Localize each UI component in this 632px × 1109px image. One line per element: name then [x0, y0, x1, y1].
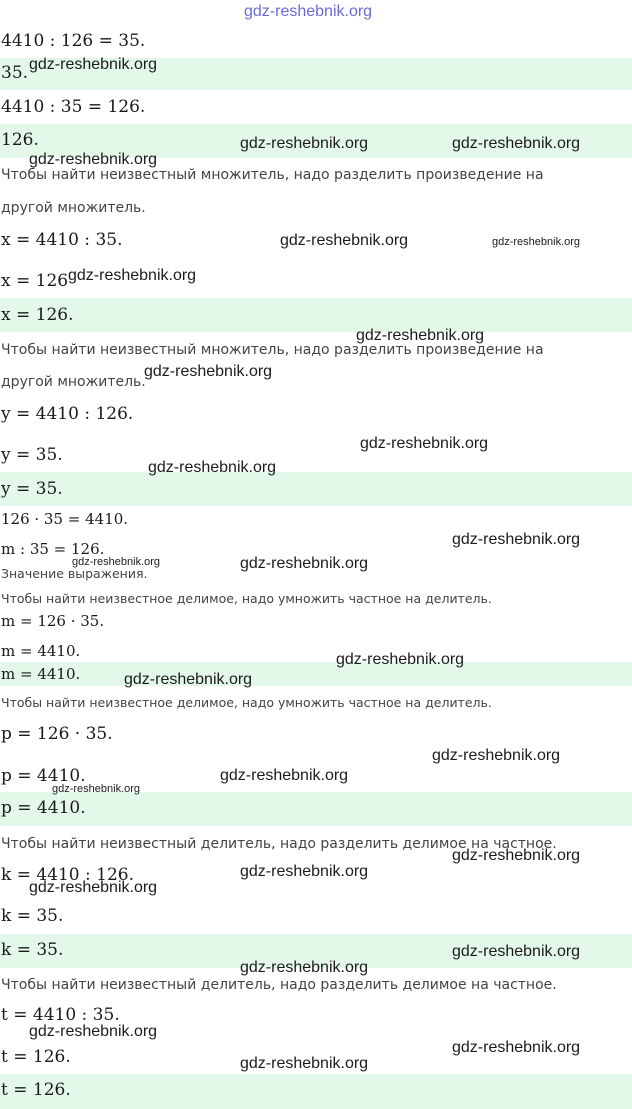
watermark: gdz-reshebnik.org [29, 56, 158, 73]
highlight-band [0, 662, 632, 686]
highlight-band [0, 472, 632, 506]
rule-text: Чтобы найти неизвестный множитель, надо разделить произведение на [1, 342, 544, 358]
rule-text: Чтобы найти неизвестный делитель, надо разделить делимое на частное. [1, 977, 557, 993]
watermark: gdz-reshebnik.org [240, 135, 369, 152]
rule-text: другой множитель. [1, 200, 146, 216]
math-line: m = 4410. [1, 665, 81, 683]
watermark: gdz-reshebnik.org [452, 531, 581, 548]
rule-text: Чтобы найти неизвестное делимое, надо умножить частное на делитель. [1, 591, 492, 606]
highlight-band [0, 1074, 632, 1109]
rule-text: Чтобы найти неизвестный множитель, надо разделить произведение на [1, 167, 544, 183]
math-line: 126. [1, 130, 39, 150]
rule-text: другой множитель. [1, 374, 146, 390]
watermark: gdz-reshebnik.org [29, 1023, 158, 1040]
math-line: x = 4410 : 35. [1, 230, 123, 250]
watermark: gdz-reshebnik.org [452, 943, 581, 960]
watermark: gdz-reshebnik.org [124, 671, 253, 688]
watermark: gdz-reshebnik.org [29, 879, 158, 896]
watermark: gdz-reshebnik.org [72, 556, 161, 568]
watermark: gdz-reshebnik.org [29, 151, 158, 168]
watermark: gdz-reshebnik.org [336, 651, 465, 668]
watermark: gdz-reshebnik.org [360, 435, 489, 452]
math-line: m : 35 = 126. [1, 540, 105, 558]
math-line: 35. [1, 63, 29, 83]
watermark: gdz-reshebnik.org [452, 135, 581, 152]
rule-text: Чтобы найти неизвестное делимое, надо умножить частное на делитель. [1, 695, 492, 710]
watermark: gdz-reshebnik.org [492, 236, 581, 248]
math-line: x = 126 [1, 271, 69, 291]
watermark: gdz-reshebnik.org [356, 327, 485, 344]
watermark: gdz-reshebnik.org [240, 959, 369, 976]
math-line: 126 · 35 = 4410. [1, 510, 129, 528]
math-line: k = 4410 : 126. [1, 865, 135, 885]
math-line: x = 126. [1, 305, 74, 325]
highlight-band [0, 792, 632, 826]
math-line: t = 126. [1, 1047, 71, 1067]
watermark: gdz-reshebnik.org [240, 1055, 369, 1072]
rule-text: Чтобы найти неизвестный делитель, надо разделить делимое на частное. [1, 836, 557, 852]
watermark: gdz-reshebnik.org [52, 783, 141, 795]
math-line: p = 4410. [1, 798, 86, 818]
math-line: p = 126 · 35. [1, 724, 113, 744]
watermark: gdz-reshebnik.org [240, 863, 369, 880]
math-line: m = 4410. [1, 642, 81, 660]
math-line: m = 126 · 35. [1, 612, 105, 630]
watermark: gdz-reshebnik.org [280, 232, 409, 249]
math-line: 4410 : 126 = 35. [1, 31, 146, 51]
watermark: gdz-reshebnik.org [240, 555, 369, 572]
watermark: gdz-reshebnik.org [148, 459, 277, 476]
math-line: t = 126. [1, 1080, 71, 1100]
rule-text: Значение выражения. [1, 566, 148, 581]
watermark: gdz-reshebnik.org [220, 767, 349, 784]
watermark: gdz-reshebnik.org [68, 267, 197, 284]
math-line: y = 35. [1, 445, 63, 465]
watermark: gdz-reshebnik.org [144, 363, 273, 380]
watermark: gdz-reshebnik.org [452, 847, 581, 864]
watermark: gdz-reshebnik.org [244, 3, 373, 20]
math-line: 4410 : 35 = 126. [1, 97, 146, 117]
math-line: t = 4410 : 35. [1, 1005, 120, 1025]
math-line: y = 35. [1, 479, 63, 499]
highlight-band [0, 298, 632, 332]
math-line: k = 35. [1, 940, 64, 960]
math-line: y = 4410 : 126. [1, 404, 134, 424]
watermark: gdz-reshebnik.org [452, 1039, 581, 1056]
math-line: p = 4410. [1, 766, 86, 786]
math-line: k = 35. [1, 906, 64, 926]
watermark: gdz-reshebnik.org [432, 747, 561, 764]
